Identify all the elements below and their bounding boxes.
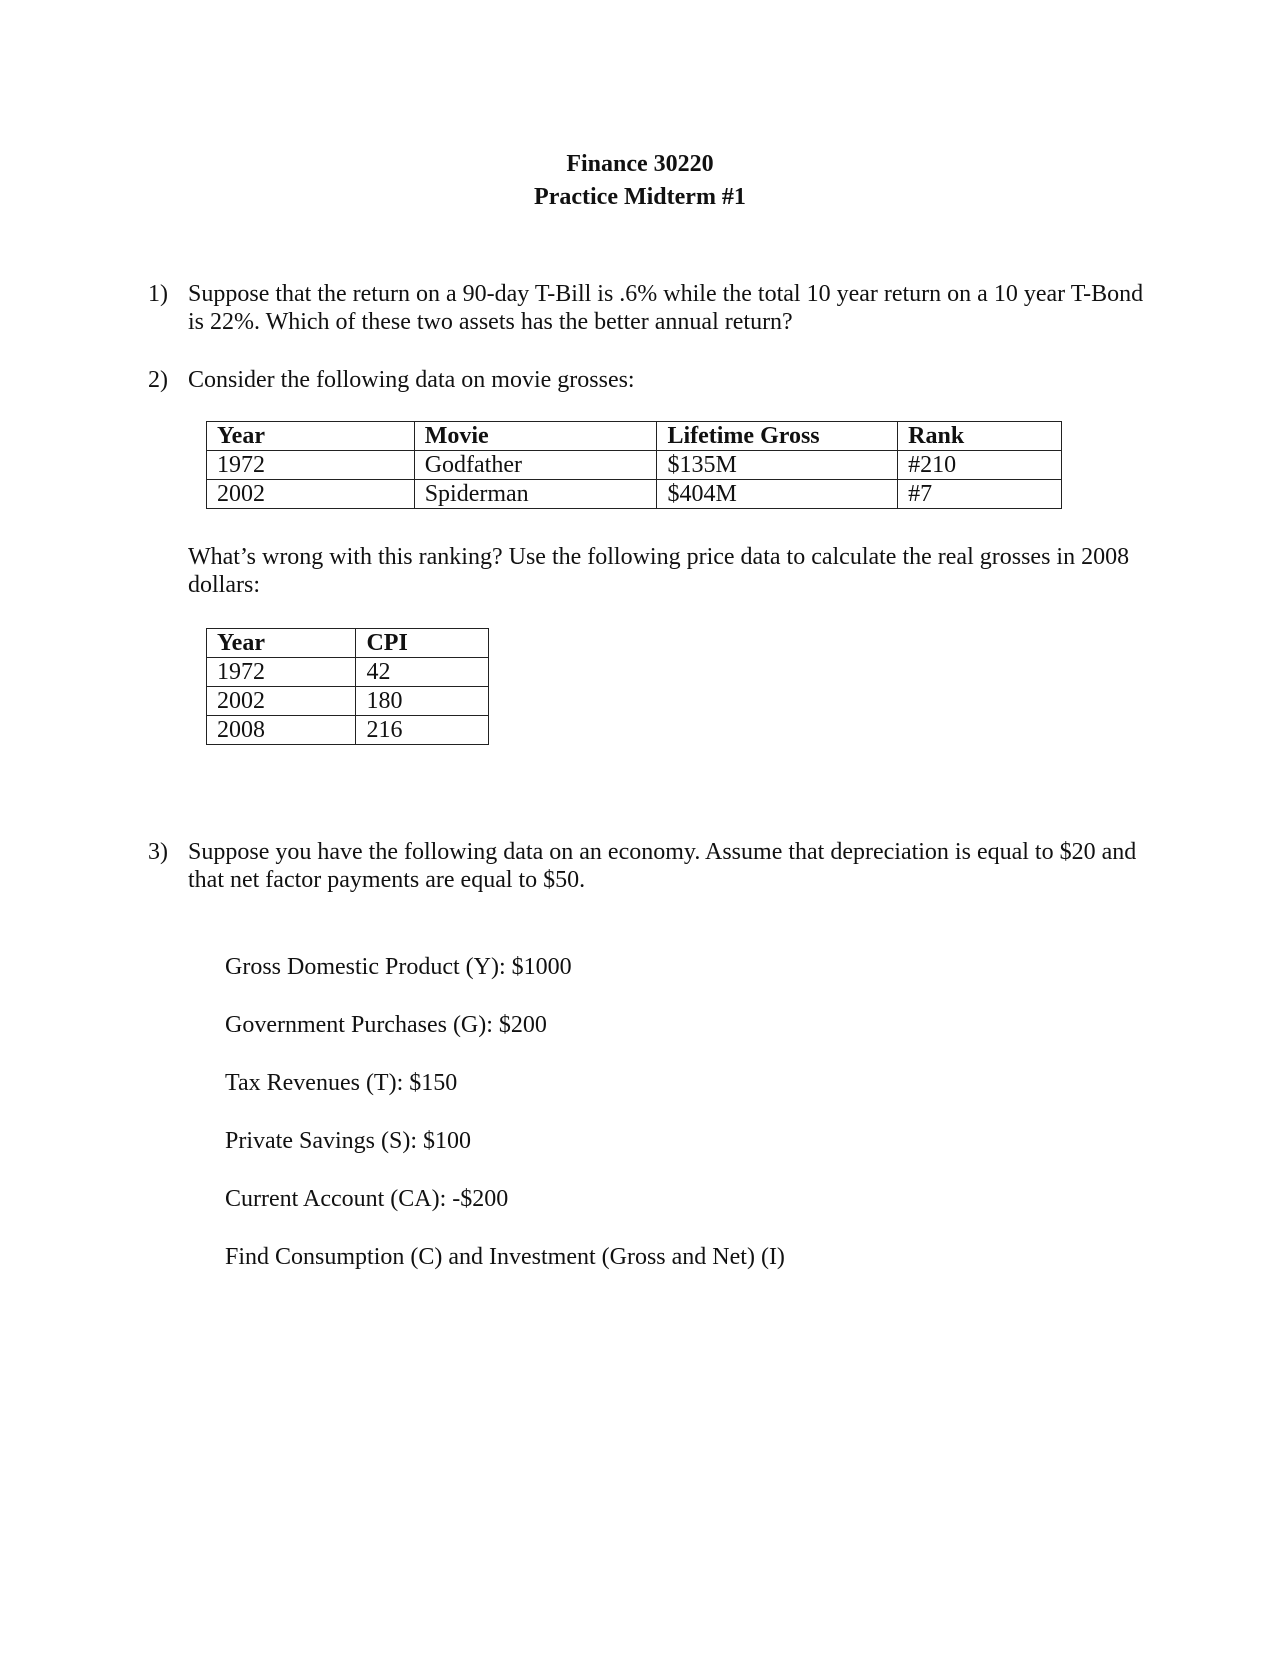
column-header: Year xyxy=(207,629,356,658)
column-header: Rank xyxy=(898,422,1062,451)
table-cell: 2008 xyxy=(207,716,356,745)
table-cell: 216 xyxy=(356,716,489,745)
course-title: Finance 30220 xyxy=(566,151,714,177)
table-cell: 1972 xyxy=(207,658,356,687)
table-row xyxy=(207,480,1062,509)
cpi-table xyxy=(206,628,489,745)
table-row xyxy=(207,451,1062,480)
table-cell: #7 xyxy=(898,480,1062,509)
column-header: Movie xyxy=(414,422,657,451)
column-header: CPI xyxy=(356,629,489,658)
economy-data-item: Government Purchases (G): $200 xyxy=(225,1012,547,1038)
table-cell: Spiderman xyxy=(414,480,657,509)
column-header: Lifetime Gross xyxy=(657,422,898,451)
movie-grosses-table xyxy=(206,421,1062,509)
column-header: Year xyxy=(207,422,415,451)
table-row xyxy=(207,716,489,745)
table-cell: $135M xyxy=(657,451,898,480)
table-cell: $404M xyxy=(657,480,898,509)
question-number: 2) xyxy=(148,367,168,393)
question-2-followup: What’s wrong with this ranking? Use the following price data to calculate the real grosses in 2008 dollars: xyxy=(188,544,1130,598)
question-text: Suppose you have the following data on an economy. Assume that depreciation is equal to $20 and that net factor payments are equal to $50. xyxy=(188,839,1137,893)
question-text: Suppose that the return on a 90-day T-Bill is .6% while the total 10 year return on a 10 year T-Bond is 22%. Which of these two assets has the better annual return? xyxy=(188,281,1144,335)
economy-data-item: Tax Revenues (T): $150 xyxy=(225,1070,458,1096)
table-cell: 42 xyxy=(356,658,489,687)
table-header-row xyxy=(207,629,489,658)
table-cell: 2002 xyxy=(207,480,415,509)
table-row xyxy=(207,687,489,716)
question-text: Consider the following data on movie grosses: xyxy=(188,367,635,393)
table-row xyxy=(207,658,489,687)
economy-data-item: Gross Domestic Product (Y): $1000 xyxy=(225,954,572,980)
table-cell: Godfather xyxy=(414,451,657,480)
question-number: 1) xyxy=(148,281,168,307)
question-number: 3) xyxy=(148,839,168,865)
economy-data-item: Current Account (CA): -$200 xyxy=(225,1186,509,1212)
exam-title: Practice Midterm #1 xyxy=(534,184,746,210)
table-cell: 180 xyxy=(356,687,489,716)
table-cell: 2002 xyxy=(207,687,356,716)
question-3-task: Find Consumption (C) and Investment (Gross and Net) (I) xyxy=(225,1244,785,1270)
table-cell: #210 xyxy=(898,451,1062,480)
table-header-row xyxy=(207,422,1062,451)
economy-data-item: Private Savings (S): $100 xyxy=(225,1128,471,1154)
table-cell: 1972 xyxy=(207,451,415,480)
